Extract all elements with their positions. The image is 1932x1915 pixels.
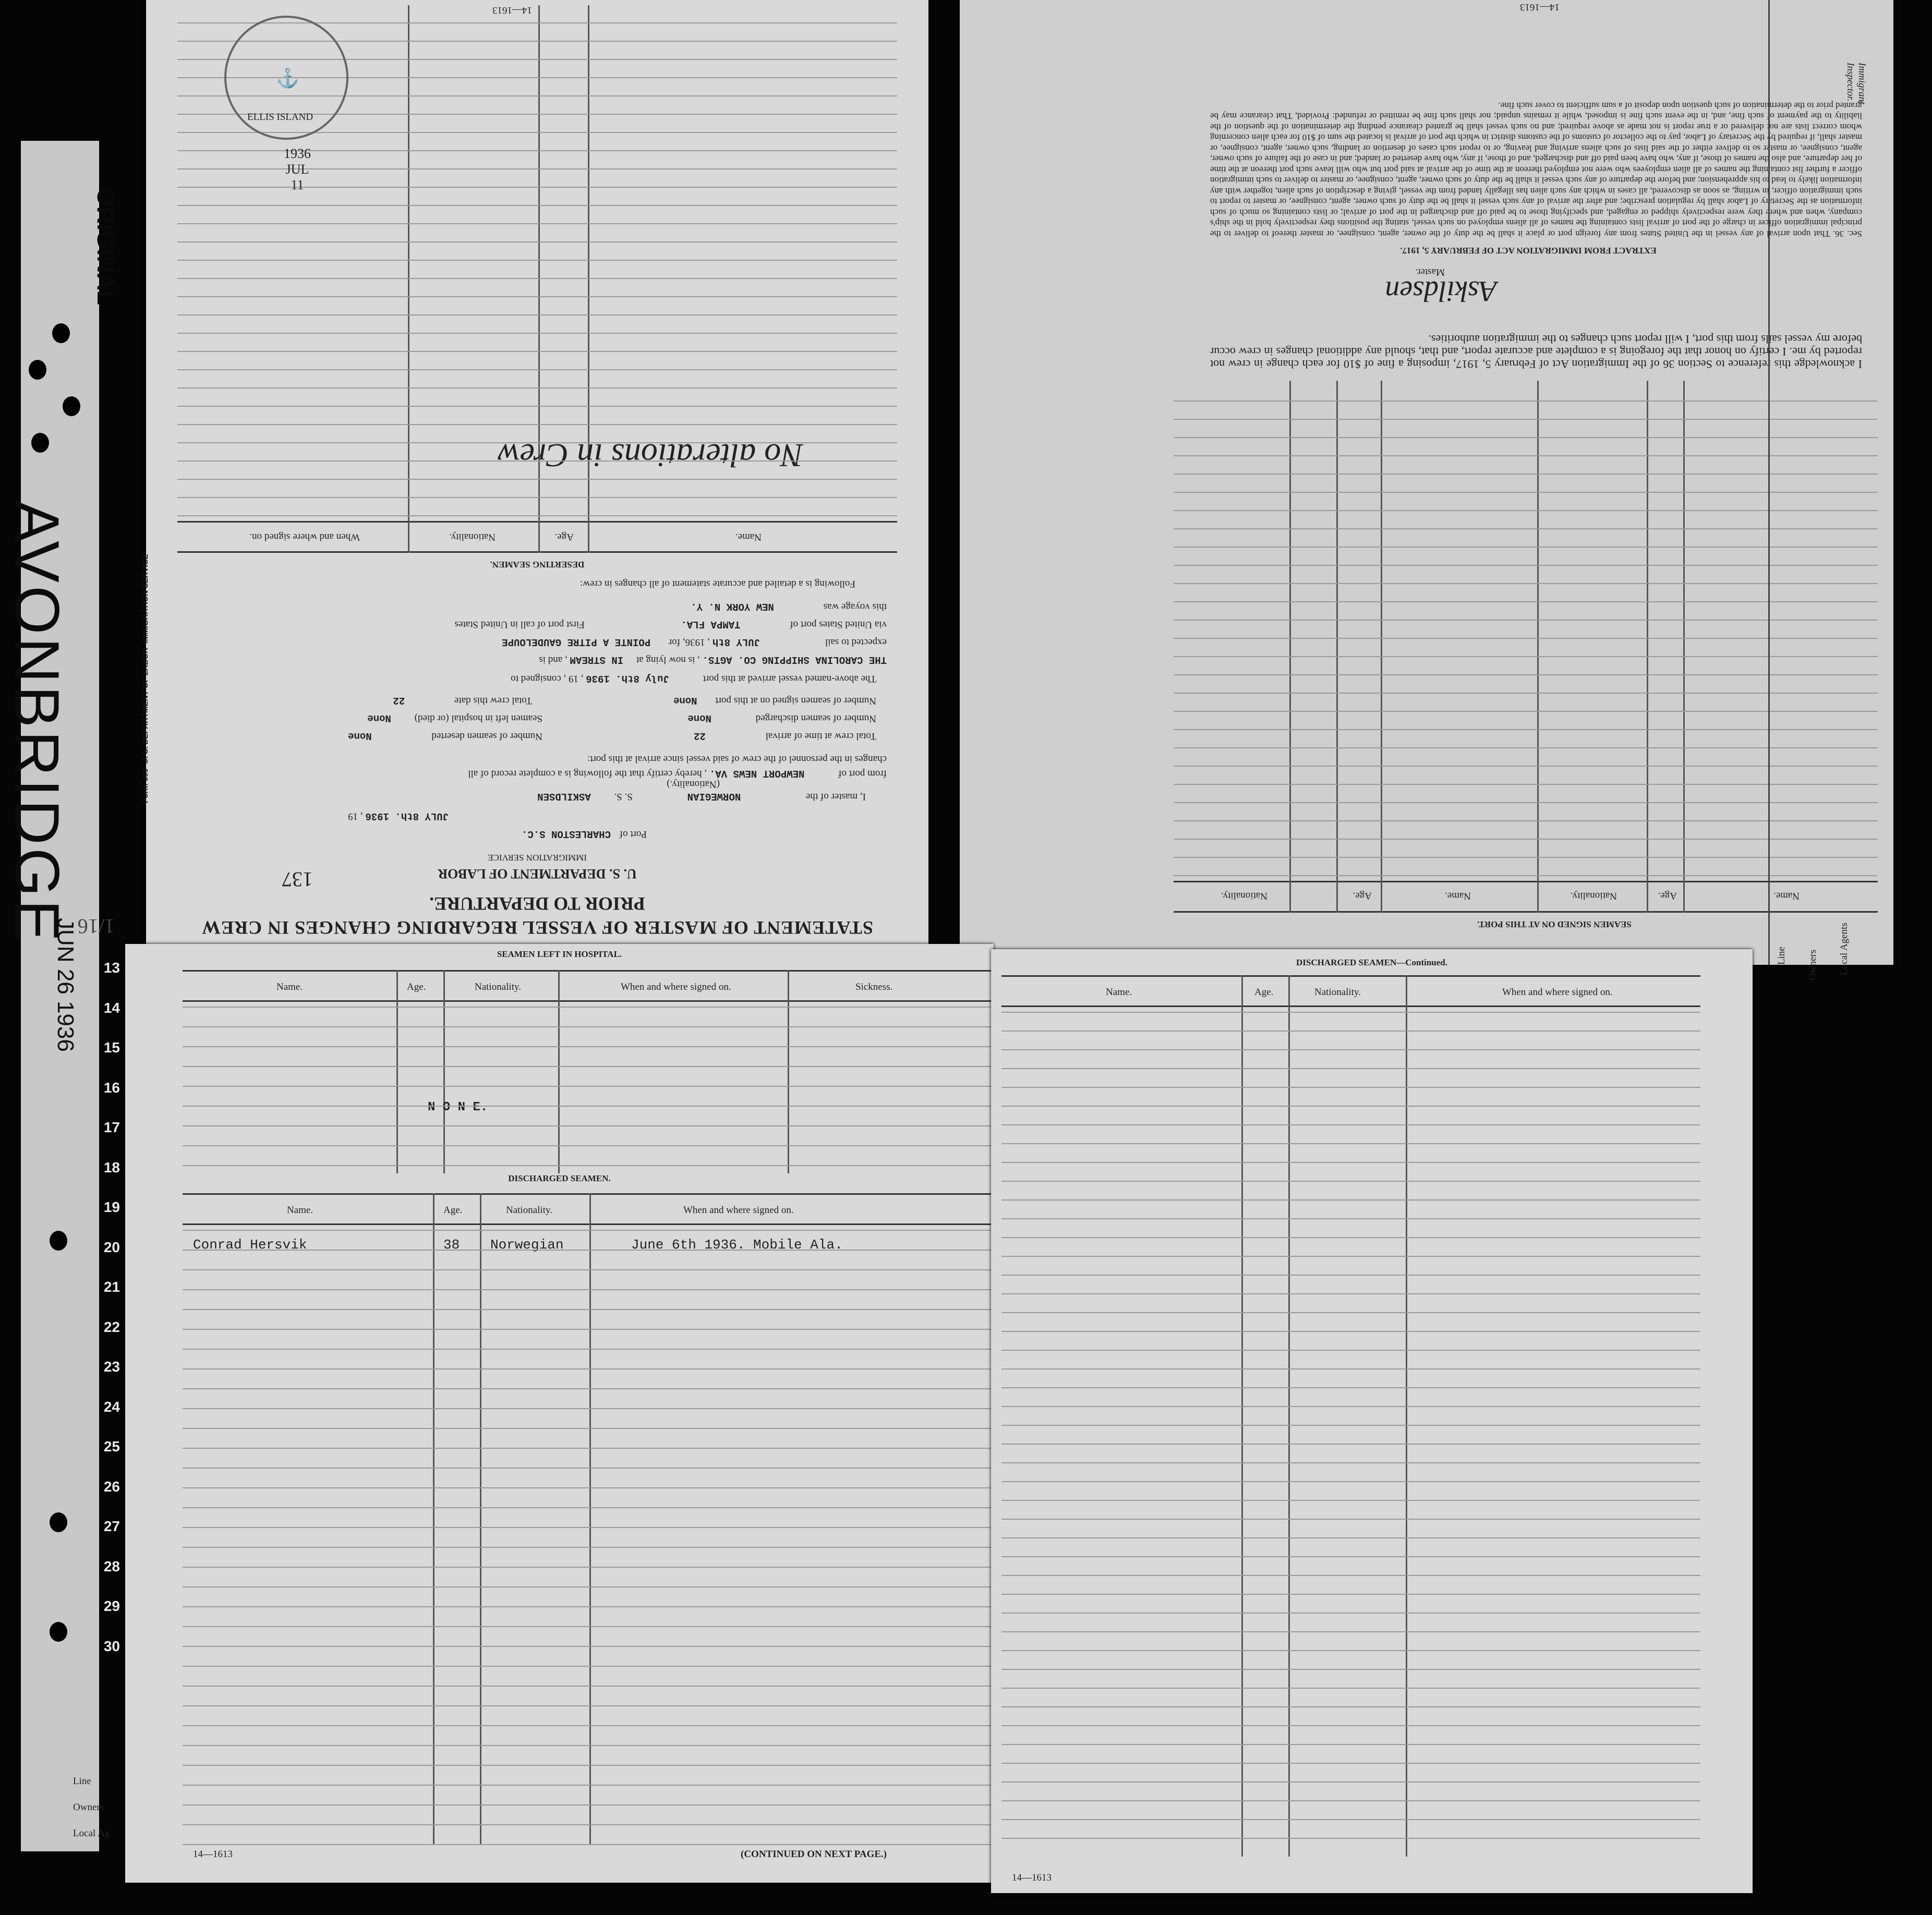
ruled-line [183,1106,991,1107]
punch-hole [31,433,49,453]
continued-note: (CONTINUED ON NEXT PAGE.) [741,1849,887,1860]
voyage-line: this voyage was NEW YORK N. Y. [691,601,887,612]
ruled-line [177,515,897,516]
ruled-line [1001,1537,1700,1538]
page-mark: 137 [282,868,313,891]
expected-line: expected to sail JULY 8th , 1936, for POINTE A PITRE GAUDELOUPE [502,636,887,648]
ruled-line [183,1527,991,1528]
col-signed-on: When and where signed on. [249,531,360,542]
ruled-line [1001,1744,1700,1745]
ruled-line [1174,693,1878,694]
acknowledge-paragraph: I acknowledge this reference to Section 36 of the Immigration Act of February 5, 1917, imposing a fine of $10 for each change in crew not reported by me. I certify on honor that the foregoing is a complete and accurate report, and that, should any additional changes in crew occur before my vessel sails from this port, I will report such changes to the immigration authorities. [1210,333,1862,371]
ruled-line [183,1269,991,1270]
ruled-line [183,1586,991,1587]
line-number: 27 [103,1518,120,1534]
form-code-top: 14—1613 [492,5,532,16]
ruled-line [177,333,897,334]
arrived-line: The above-named vessel arrived at this port July 8th. 1936 , 19 , consigned to [511,673,876,684]
date-handwritten: JUN 26 1936 [53,918,78,1052]
deserting-title: DESERTING SEAMEN. [490,560,585,569]
ruled-line [177,260,897,261]
ruled-line [1174,674,1878,675]
ruled-line [183,1765,991,1766]
ruled-line [1001,1387,1700,1388]
port-line [522,828,647,840]
ruled-line [1001,1199,1700,1201]
ruled-line [183,1408,991,1409]
ruled-line [177,296,897,297]
line-number: 30 [103,1638,120,1654]
stamp-date: 1936 JUL 11 [284,146,311,192]
ruled-line [1174,857,1878,858]
punch-hole [63,396,80,416]
ruled-line [1174,747,1878,748]
ruled-line [183,1725,991,1726]
ruled-line [1174,711,1878,712]
ruled-line [1001,1049,1700,1050]
side-label-owners: Owners [1807,949,1818,980]
form-back-rotated [960,0,1893,980]
ruled-line [177,497,897,498]
discharged-name: Conrad Hersvik [193,1237,307,1253]
line-number: 13 [103,960,120,976]
extract-title: EXTRACT FROM IMMIGRATION ACT OF FEBRUARY 5, 1917. [1400,246,1657,256]
ruled-line [1001,1143,1700,1144]
ruled-line [1001,1556,1700,1557]
ruled-line [1001,1331,1700,1332]
ruled-line [183,1066,991,1067]
ruled-line [1174,547,1878,548]
ruled-line [1001,1068,1700,1069]
ruled-line [1174,839,1878,840]
nationality-caption: (Nationality.) [667,779,720,790]
discharged-title: DISCHARGED SEAMEN. [508,1173,611,1183]
ruled-line [1001,1650,1700,1651]
ruled-line [183,1388,991,1389]
extract-paragraph: Sec. 36. That upon arrival of any vessel in the United States from any foreign port or place it shall be the duty of the owner, agent, consignee, or master thereof to deliver to the principal immigration officer in charge of the port of arrival lists containing the names of all aliens employed on such vessel, stating the positions they respectively hold in the ship's company, when and where they were respectively shipped or engaged, and specifying those to be paid off and discharged in the port of arrival; or lists containing so much of such information as the Secretary of Labor shall by regulation prescribe; and after the arrival of any such vessel it shall be the duty of such owner, agent, consignee, or master to report to such immigration officer, in writing, as soon as discovered, all cases in which any such alien has illegally landed from the vessel, giving a description of such alien, together with any information likely to lead to his apprehension; and before the departure of any such vessel it shall be the duty of such owner, agent, consignee, or master to deliver to such immigration officer a further list containing the names of all alien employees who were not employed thereon at the time of the arrival at said port but who will leave such port thereon at the time of her departure, and also the names of those, if any, who have been paid off and discharged, and of those, if any, who have deserted or landed; and in case of the failure of such owner, agent, consignee, or master so to deliver either of the said lists of such aliens arriving and leaving, or to report such cases of desertion or landing, such owner, agent, consignee, or master shall, if required by the Secretary of Labor, pay to the collector of customs of the customs district in which the port of arrival is located the sum of $10 for each alien concerning whom correct lists are not delivered or a true report is not made as above required; and no such vessel shall be granted clearance pending the determination of the question of the liability to the payment of such fine, and, in the event such fine is imposed, while it remains unpaid; nor shall such fine be remitted or refunded: Provided, That clearance may be granted prior to the determination of such question upon deposit of a sum sufficient to cover such fine. [1210,101,1862,239]
ruled-line [183,1145,991,1146]
ruled-line [183,1507,991,1508]
line-number: 16 [103,1079,120,1096]
line-number: 23 [103,1359,120,1375]
ruled-line [1001,1218,1700,1219]
vessel-name-handwritten: AVONBRIDGE [2,501,72,945]
hospital-entry: N O N E. [428,1100,488,1114]
ruled-line [1174,419,1878,420]
line-number: 15 [103,1039,120,1056]
discharged-table: Name. Age. Nationality. When and where signed on. Conrad Hersvik 38 Norwegian June 6th 1936. Mobile Ala. [183,1193,991,1845]
deserted-line: Number of seamen deserted None [348,730,542,742]
line-number: 22 [103,1318,120,1335]
ruled-line [1001,1631,1700,1632]
ruled-line [1001,1237,1700,1238]
date-value: JULY 8th. 1936 [365,810,449,822]
ruled-line [1001,1800,1700,1801]
ruled-line [183,1165,991,1166]
ruled-line [183,1547,991,1548]
ruled-line [183,1804,991,1805]
discharged-nationality: Norwegian [490,1237,564,1253]
ruled-line [183,1428,991,1429]
ruled-line [1001,1087,1700,1088]
ruled-line [1174,766,1878,767]
ruled-line [1174,802,1878,803]
deserting-note: No alterations in Crew [497,437,803,474]
ruled-line [177,406,897,407]
ruled-line [183,1289,991,1290]
master-label: Master. [1415,266,1445,277]
signed-on-table: Name. Age. Nationality. Name. Age. Nationality. [1174,381,1878,913]
ruled-line [1001,1725,1700,1726]
ss-label: S. S. [614,791,633,802]
signed-line: Number of seamen signed on at this port None [673,695,876,706]
ruled-line [1001,1312,1700,1313]
discharged-continued-title: DISCHARGED SEAMEN—Continued. [1296,958,1447,967]
master-line [537,791,866,802]
line-number: 24 [103,1398,120,1415]
ruled-line [177,241,897,243]
ruled-line [1001,1162,1700,1163]
punch-hole [52,323,70,343]
form-subtitle: PRIOR TO DEPARTURE. [429,893,645,914]
ruled-line [1001,1519,1700,1520]
original-label: ORIGINAL [92,188,119,305]
ruled-line [1001,1425,1700,1426]
ruled-line [177,223,897,224]
ruled-line [1174,601,1878,602]
ruled-line [177,369,897,370]
line-number: 19 [103,1199,120,1215]
ruled-line [1001,1781,1700,1783]
col-name: Name. [735,531,762,542]
punch-hole [29,360,46,380]
footer-code-left: 14—1613 [193,1849,233,1860]
line-number: 14 [103,999,120,1016]
ruled-line [1001,1819,1700,1820]
form-number-block: Form 699 U. S. DEPARTMENT OF LABOR IMMIGRATION SERVICE [141,554,150,803]
ruled-line [1174,401,1878,402]
ruled-line [177,442,897,443]
inspector-column-line [1768,0,1770,965]
ruled-line [177,424,897,425]
line-number: 20 [103,1239,120,1255]
ruled-line [1001,1350,1700,1351]
ruled-line [1001,1406,1700,1407]
ruled-line [177,351,897,352]
ruled-line [183,1309,991,1310]
line-number: 17 [103,1119,120,1135]
punch-hole [50,1622,67,1642]
ruled-line [1001,1688,1700,1689]
ruled-line [1001,1275,1700,1276]
via-line: via United States port of TAMPA FLA. First port of call in United States [454,619,887,630]
port-label: Port of [619,829,647,840]
ruled-line [1001,1031,1700,1032]
ruled-line [183,1686,991,1687]
ruled-line [183,1745,991,1746]
nationality-value: NORWEGIAN [687,791,741,802]
from-port-label: from port of [838,768,887,779]
consignee-line: THE CAROLINA SHIPPING CO. AGTS. , is now lying at IN STREAM , and is [539,654,887,665]
ellis-island-stamp: ELLIS ISLAND ⚓ [224,16,348,140]
total-arrival-line: Total crew at time of arrival 22 [694,730,876,742]
ruled-line [1001,1444,1700,1445]
ruled-line [1174,638,1878,639]
ruled-line [183,1705,991,1706]
port-value: CHARLESTON S.C. [521,828,611,840]
ruled-line [177,314,897,316]
fraction-mark: 1/16 [77,915,115,938]
ruled-line [183,1086,991,1087]
ruled-line [183,1468,991,1469]
form-front-right-page [991,949,1753,1893]
ruled-line [183,1626,991,1627]
ruled-line [1174,492,1878,493]
ruled-line [183,1250,991,1251]
ruled-line [1174,620,1878,621]
form-title: STATEMENT OF MASTER OF VESSEL REGARDING CHANGES IN CREW [201,917,873,938]
hospital-title: SEAMEN LEFT IN HOSPITAL. [497,949,622,959]
ruled-line [1174,437,1878,438]
following-line: Following is a detailed and accurate statement of all changes in crew: [579,578,855,589]
from-port-line [468,768,887,779]
ruled-line [1001,1575,1700,1576]
line-number: 18 [103,1159,120,1175]
left-label-line: Line [73,1776,91,1787]
line-number: 25 [103,1438,120,1455]
left-label-owners: Owners [73,1802,104,1813]
ruled-line [177,479,897,480]
col-nationality: Nationality. [449,531,496,542]
department-heading: U. S. DEPARTMENT OF LABOR [438,866,637,881]
hospital-line: Seamen left in hospital (or died) None [367,712,542,724]
ruled-line [1001,1368,1700,1369]
ruled-line [1001,1124,1700,1125]
footer-code-right: 14—1613 [1012,1872,1052,1883]
master-signature: Askildsen [1385,275,1497,307]
ruled-line [1001,1706,1700,1707]
punch-hole [50,1512,67,1532]
ruled-line [1001,1256,1700,1257]
ruled-line [1001,1838,1700,1839]
from-port-value: NEWPORT NEWS VA. [709,768,805,779]
ruled-line [183,1824,991,1825]
date-line [348,810,449,822]
ruled-line [183,1368,991,1369]
line-number: 29 [103,1598,120,1614]
ruled-line [1174,820,1878,821]
date-suffix: , 19 [348,811,363,822]
line-number: 26 [103,1478,120,1495]
ruled-line [1174,455,1878,456]
changes-line: changes in the personnel of the crew of said vessel since arrival at this port: [587,754,887,765]
hospital-table: Name. Age. Nationality. When and where signed on. Sickness. N O N E. [183,970,991,1173]
ruled-line [183,1046,991,1047]
discharged-continued-table: Name. Age. Nationality. When and where signed on. [1001,975,1700,1857]
ruled-line [1001,1594,1700,1595]
ruled-line [1001,1669,1700,1670]
punch-hole [50,1231,67,1251]
ruled-line [183,1844,991,1845]
form-code-back: 14—1613 [1520,2,1560,13]
ruled-line [1001,1462,1700,1463]
ruled-line [1001,1181,1700,1182]
ruled-line [177,278,897,279]
line-number: 28 [103,1558,120,1574]
ruled-line [1174,583,1878,584]
side-label-agents: Local Agents [1839,923,1850,975]
ruled-line [177,460,897,462]
ruled-line [183,1349,991,1350]
ruled-line [1174,656,1878,657]
ruled-line [183,1125,991,1126]
discharged-line: Number of seamen discharged None [687,712,876,724]
discharged-age: 38 [443,1237,460,1253]
ruled-line [1001,1012,1700,1013]
left-label-agents: Local Ag [73,1828,110,1839]
ruled-line [1001,1763,1700,1764]
ruled-line [183,1785,991,1786]
ruled-line [1174,510,1878,511]
total-date-line: Total crew this date 22 [393,695,532,706]
ruled-line [177,387,897,389]
ruled-line [1174,565,1878,566]
ruled-line [1001,1481,1700,1482]
ruled-line [183,1646,991,1647]
ruled-line [183,1448,991,1449]
signed-on-title: SEAMEN SIGNED ON AT THIS PORT. [1477,919,1632,929]
discharged-signed-on: June 6th 1936. Mobile Ala. [631,1237,843,1253]
ruled-line [1001,1500,1700,1501]
ruled-line [183,1567,991,1568]
vessel-value: ASKILDSEN [537,791,591,802]
col-age: Age. [554,531,574,542]
ruled-line [183,1606,991,1607]
ruled-line [183,1329,991,1330]
side-label-line: Line [1776,947,1787,965]
certify-text: , hereby certify that the following is a complete record of all [468,768,707,779]
ruled-line [1174,474,1878,475]
line-number: 21 [103,1279,120,1295]
ruled-line [183,1026,991,1027]
ruled-line [1174,784,1878,785]
ruled-line [1174,729,1878,730]
ruled-line [183,1007,991,1008]
ruled-line [1174,875,1878,876]
master-prefix: I, master of the [805,791,866,802]
ruled-line [183,1230,991,1231]
ruled-line [1001,1293,1700,1294]
ruled-line [1001,1613,1700,1614]
ruled-line [183,1666,991,1667]
ruled-line [1001,1106,1700,1107]
ruled-line [177,205,897,206]
ruled-line [183,1487,991,1488]
ruled-line [1174,528,1878,529]
service-heading: IMMIGRATION SERVICE [488,853,587,863]
inspector-label: Immigrant Inspector. [1845,63,1867,105]
